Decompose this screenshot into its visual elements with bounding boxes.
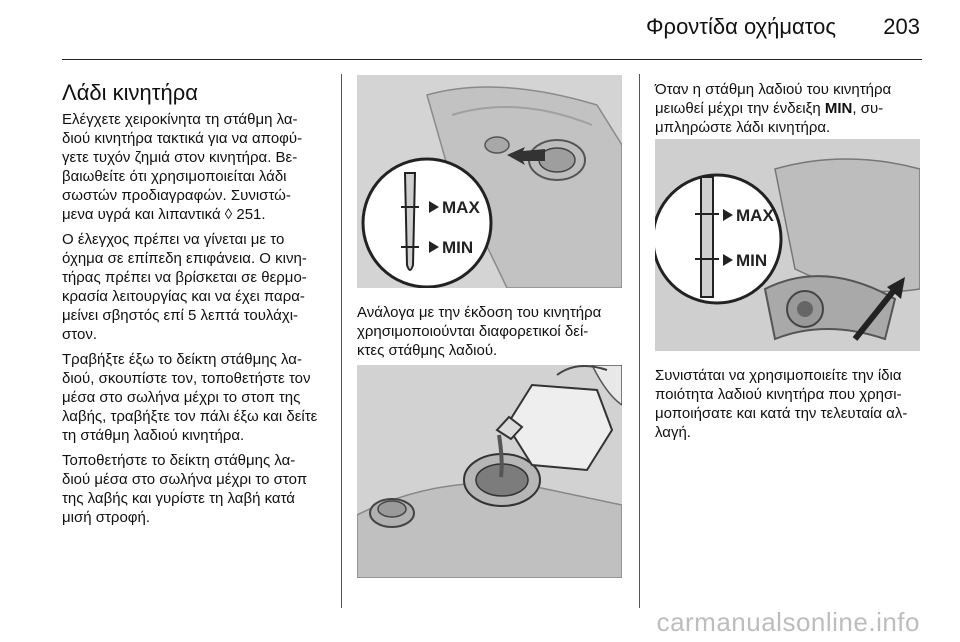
paragraph-4: Τοποθετήστε το δείκτη στάθμης λα- διού μέσα στο σωλήνα μέχρι το στοπ της λαβής και γυρίστε τη λαβή κατά μισή στροφή. (62, 452, 308, 526)
header-rule (62, 59, 922, 60)
column-3 (655, 80, 925, 143)
paragraph-1: Ελέγχετε χειροκίνητα τη στάθμη λα- διού κινητήρα τακτικά για να αποφύ- γετε τυχόν ζημιά στον κινητήρα. Βε- βαιωθείτε ότι χρησιμοποιείται λάδι σωστών προδιαγραφών. Συνιστώ- μενα υγρά και λιπαντικά ◊ 251. (62, 111, 303, 223)
running-header-title: Φροντίδα οχήματος (646, 14, 836, 39)
paragraph-2: Ο έλεγχος πρέπει να γίνεται με το όχημα σε επίπεδη επιφάνεια. Ο κινη- τήρας πρέπει να βρίσκεται σε θερμο- κρασία λειτουργίας και να έχει παρα- μείνει σβηστός επί 5 λεπτά τουλάχι- στον. (62, 231, 307, 343)
illustration-dipstick-engine-1 (357, 75, 622, 288)
page-number: 203 (883, 14, 920, 39)
illustration-dipstick-engine-2 (655, 139, 920, 351)
cross-reference-link[interactable]: μενα υγρά και λιπαντικά ◊ 251. (62, 206, 266, 223)
min-label: MIN (824, 100, 853, 117)
dipstick-max-label-2: MAX (736, 206, 774, 225)
paragraph-3: Τραβήξτε έξω το δείκτη στάθμης λα- διού, σκουπίστε τον, τοποθετήστε τον μέσα στο σωλήνα μέχρι το στοπ της λαβής, τραβήξτε τον πάλι έξω και δείτε τη στάθμη λαδιού κινητήρα. (62, 351, 318, 444)
column-3-bottom (655, 366, 925, 448)
caption-paragraph: Ανάλογα με την έκδοση του κινητήρα χρησιμοποιούνται διαφορετικοί δεί- κτες στάθμης λαδιού. (357, 304, 602, 359)
column-rule-2 (639, 74, 640, 608)
column-2-caption (357, 303, 627, 366)
illustration-pouring-oil (357, 365, 622, 578)
watermark: carmanualsonline.info (656, 607, 920, 637)
dipstick-max-label: MAX (442, 198, 480, 217)
paragraph-min-refill: Όταν η στάθμη λαδιού του κινητήρα μειωθεί μέχρι την ένδειξη MIN, συ- μπληρώστε λάδι κινητήρα. (655, 81, 892, 136)
dipstick-min-label-2: MIN (736, 251, 768, 270)
dipstick-min-label: MIN (442, 238, 474, 257)
paragraph-same-quality: Συνιστάται να χρησιμοποιείτε την ίδια ποιότητα λαδιού κινητήρα που χρησι- μοποιήσατε και κατά την τελευταία αλ- λαγή. (655, 367, 908, 441)
section-heading: Λάδι κινητήρα (62, 80, 198, 105)
column-rule-1 (341, 74, 342, 608)
column-1 (62, 80, 332, 533)
